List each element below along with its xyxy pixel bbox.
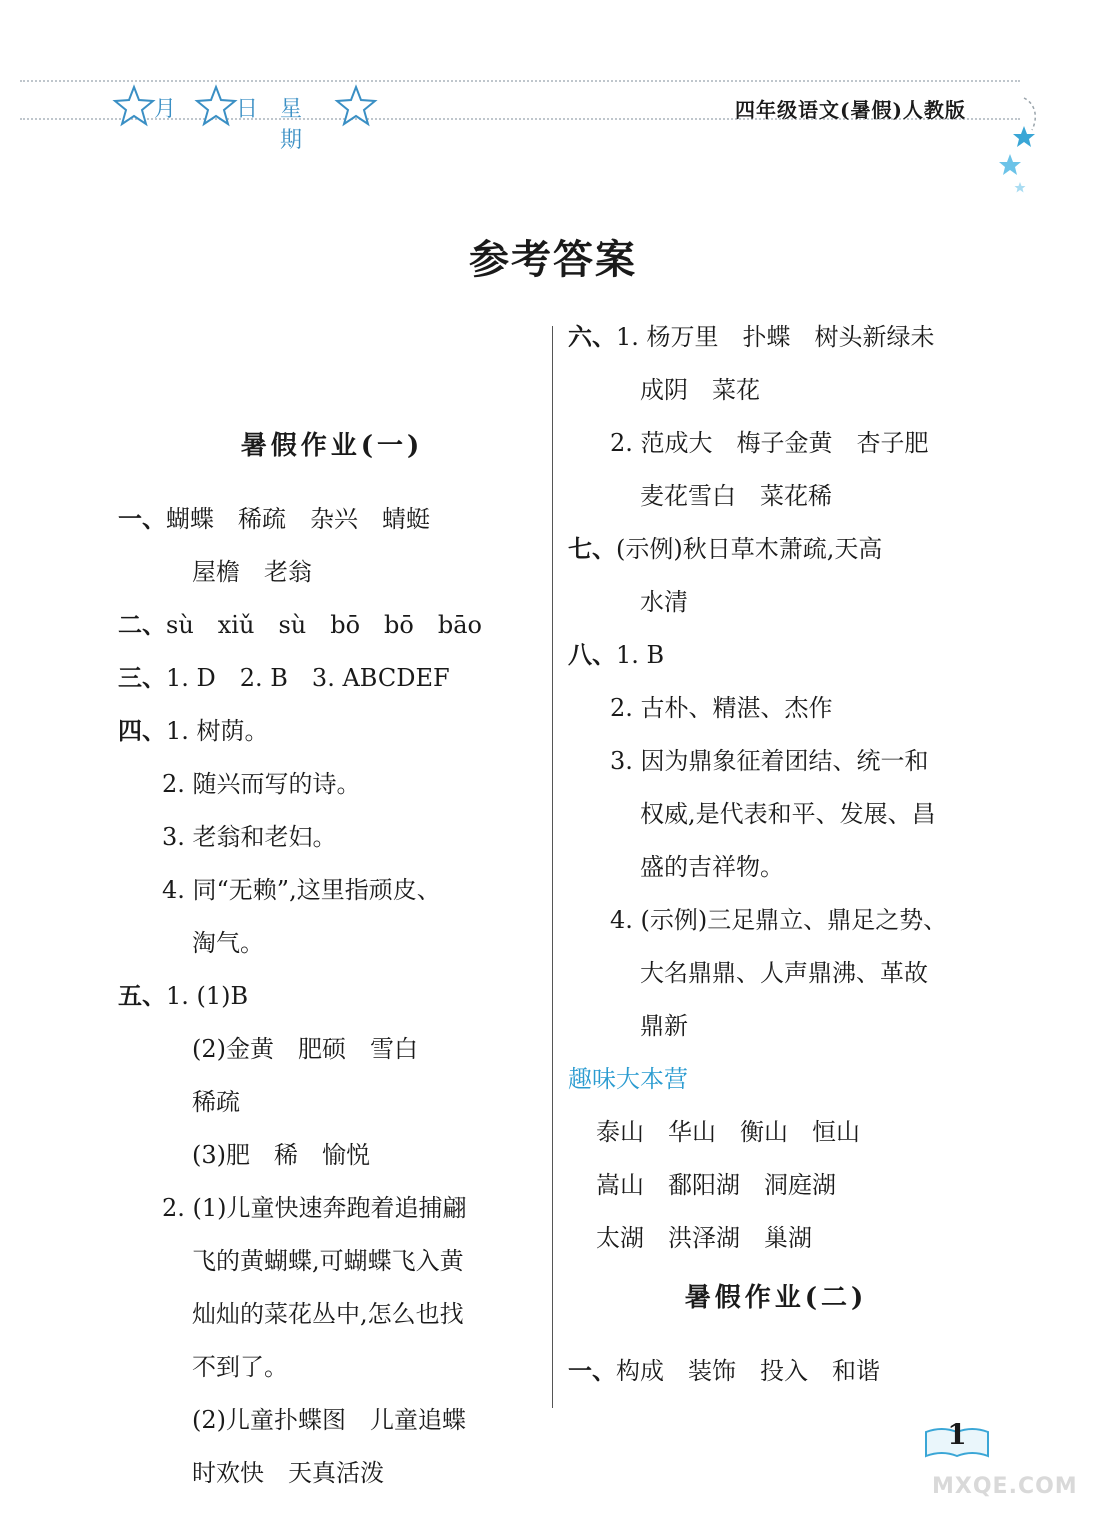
answer-line	[192, 1457, 384, 1489]
answer-line	[162, 1192, 467, 1224]
answer-line	[596, 1222, 812, 1254]
answer-text: 屋檐 老翁	[192, 558, 312, 586]
answer-line	[640, 480, 832, 512]
answer-text: 4. 同“无赖”,这里指顽皮、	[162, 876, 441, 904]
question-number: 一、	[568, 1356, 616, 1385]
page-number: 1	[947, 1418, 967, 1451]
header-dotted-line-top	[20, 80, 1020, 82]
answer-line	[568, 321, 935, 353]
answer-text: 4. (示例)三足鼎立、鼎足之势、	[610, 906, 948, 934]
answer-line	[192, 1351, 288, 1383]
answer-text: (2)金黄 肥硕 雪白	[192, 1035, 418, 1063]
star-icon	[112, 84, 156, 128]
question-number: 二、	[118, 610, 166, 639]
answer-text: 灿灿的菜花丛中,怎么也找	[192, 1300, 464, 1328]
answer-line	[640, 957, 928, 989]
answer-text: 时欢快 天真活泼	[192, 1459, 384, 1487]
page-number-badge	[930, 1418, 984, 1458]
question-number: 七、	[568, 534, 616, 563]
answer-line	[192, 1139, 370, 1171]
answer-line	[192, 1298, 464, 1330]
answer-text: 3. 老翁和老妇。	[162, 823, 337, 851]
answer-line	[640, 851, 784, 883]
answer-text: 1. 杨万里 扑蝶 树头新绿未	[616, 323, 935, 351]
answer-text: 3. 因为鼎象征着团结、统一和	[610, 747, 929, 775]
answer-line	[610, 904, 947, 936]
answer-line	[640, 1010, 688, 1042]
fun-section-heading	[568, 1063, 688, 1095]
column-divider	[552, 326, 553, 1408]
question-number: 四、	[118, 716, 166, 745]
answer-text: 太湖 洪泽湖 巢湖	[596, 1224, 812, 1252]
question-number: 三、	[118, 663, 166, 692]
question-number: 六、	[568, 322, 616, 351]
answer-text: (3)肥 稀 愉悦	[192, 1141, 370, 1169]
answer-text: 构成 装饰 投入 和谐	[616, 1357, 880, 1385]
answer-line	[596, 1169, 836, 1201]
answer-text: 大名鼎鼎、人声鼎沸、革故	[640, 959, 928, 987]
answer-text: 水清	[640, 588, 688, 616]
watermark: MXQE.COM	[932, 1474, 1078, 1499]
answer-text: 淘气。	[192, 929, 264, 957]
answer-text: 1. B	[616, 641, 665, 669]
answer-text: 鼎新	[640, 1012, 688, 1040]
answer-line	[596, 1116, 860, 1148]
star-icon	[334, 84, 378, 128]
weekday-label: 星期	[280, 97, 303, 153]
answer-text: 稀疏	[192, 1088, 240, 1116]
day-label: 日	[236, 97, 259, 122]
answer-text: 2. 范成大 梅子金黄 杏子肥	[610, 429, 929, 457]
decorative-stars-icon	[996, 96, 1046, 206]
answer-line	[640, 798, 936, 830]
answer-text: (示例)秋日草木萧疏,天高	[616, 535, 883, 563]
answer-line	[118, 715, 269, 747]
section-title: 暑假作业(二)	[684, 1283, 868, 1313]
answer-line	[118, 662, 450, 694]
answer-line	[192, 1086, 240, 1118]
answer-text: 泰山 华山 衡山 恒山	[596, 1118, 860, 1146]
answer-line	[162, 821, 337, 853]
answer-line	[610, 745, 929, 777]
answer-text: 权威,是代表和平、发展、昌	[640, 800, 936, 828]
answer-line	[192, 1245, 464, 1277]
answer-text: 成阴 菜花	[640, 376, 760, 404]
month-label: 月	[154, 97, 177, 122]
answer-line	[118, 609, 482, 641]
answer-line	[118, 980, 248, 1012]
book-title: 四年级语文(暑假)人教版	[735, 98, 966, 122]
answer-text: sù xiǔ sù bō bō bāo	[166, 611, 482, 639]
answer-line	[162, 874, 441, 906]
answer-line	[118, 503, 430, 535]
answer-text: 盛的吉祥物。	[640, 853, 784, 881]
answer-line	[192, 1033, 418, 1065]
answer-line	[568, 639, 664, 671]
page-title: 参考答案	[469, 237, 637, 283]
answer-line	[640, 586, 688, 618]
section-title: 暑假作业(一)	[240, 431, 424, 461]
answer-line	[640, 374, 760, 406]
answer-text: 飞的黄蝴蝶,可蝴蝶飞入黄	[192, 1247, 464, 1275]
answer-text: (2)儿童扑蝶图 儿童追蝶	[192, 1406, 466, 1434]
answer-text: 1. D 2. B 3. ABCDEF	[166, 664, 450, 692]
answer-line	[610, 692, 833, 724]
answer-line	[568, 533, 882, 565]
question-number: 一、	[118, 504, 166, 533]
answer-text: 1. 树荫。	[166, 717, 269, 745]
answer-line	[568, 1355, 880, 1387]
answer-text: 2. (1)儿童快速奔跑着追捕翩	[162, 1194, 467, 1222]
answer-text: 不到了。	[192, 1353, 288, 1381]
answer-line	[192, 556, 312, 588]
question-number: 八、	[568, 640, 616, 669]
answer-line	[192, 927, 264, 959]
answer-text: 2. 随兴而写的诗。	[162, 770, 361, 798]
answer-text: 趣味大本营	[568, 1065, 688, 1093]
answer-text: 1. (1)B	[166, 982, 249, 1010]
answer-text: 2. 古朴、精湛、杰作	[610, 694, 833, 722]
answer-line	[162, 768, 361, 800]
star-icon	[194, 84, 238, 128]
question-number: 五、	[118, 981, 166, 1010]
answer-line	[192, 1404, 466, 1436]
answer-text: 麦花雪白 菜花稀	[640, 482, 832, 510]
answer-line	[610, 427, 929, 459]
answer-text: 蝴蝶 稀疏 杂兴 蜻蜓	[166, 505, 430, 533]
answer-text: 嵩山 鄱阳湖 洞庭湖	[596, 1171, 836, 1199]
